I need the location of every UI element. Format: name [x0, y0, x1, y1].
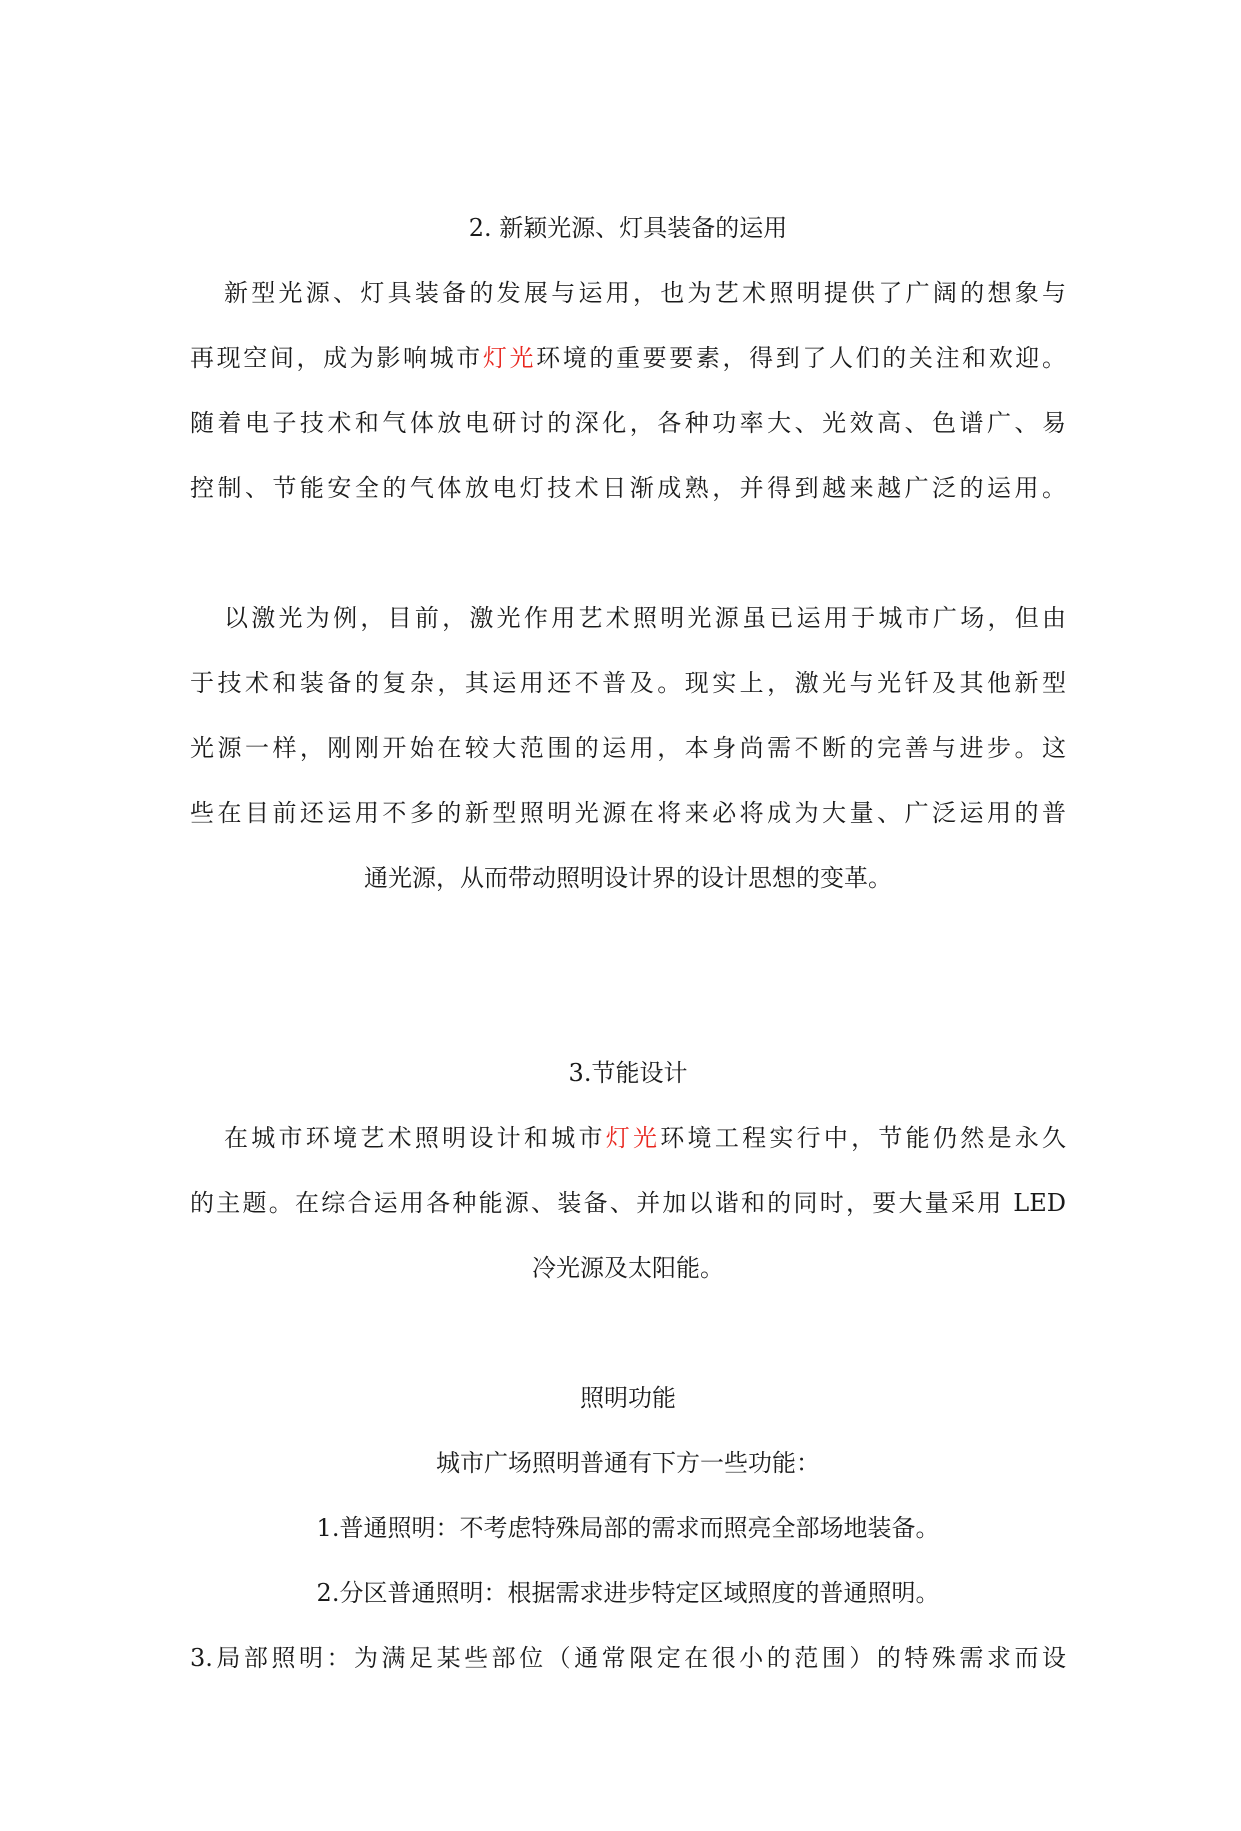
section-spacer [190, 1301, 1066, 1366]
section-2-heading: 2. 新颖光源、灯具装备的运用 [468, 214, 788, 242]
section-3-heading: 3.节能设计 [568, 1059, 688, 1087]
section-2-paragraph-2-line-2: 于技术和装备的复杂，其运用还不普及。现实上，激光与光钎及其他新型 [190, 669, 1066, 697]
section-2-paragraph-2-line-4: 些在目前还运用不多的新型照明光源在将来必将成为大量、广泛运用的普 [190, 799, 1066, 827]
lighting-function-item-2: 2.分区普通照明：根据需求进步特定区域照度的普通照明。 [316, 1579, 940, 1607]
lighting-functions-intro: 城市广场照明普通有下方一些功能： [436, 1449, 820, 1477]
section-spacer [190, 911, 1066, 1041]
lighting-function-item-1: 1.普通照明：不考虑特殊局部的需求而照亮全部场地装备。 [316, 1514, 940, 1542]
text-run: 再现空间，成为影响城市 [190, 344, 483, 372]
lighting-functions-heading: 照明功能 [580, 1384, 676, 1412]
text-run: 在城市环境艺术照明设计和城市 [224, 1124, 606, 1152]
text-run: 环境工程实行中，节能仍然是永久 [660, 1124, 1067, 1152]
paragraph-spacer [190, 521, 1066, 586]
highlighted-keyword: 灯光 [482, 344, 537, 372]
document-content [190, 196, 1066, 1691]
highlighted-keyword: 灯光 [605, 1124, 661, 1152]
lighting-function-item-3: 3.局部照明：为满足某些部位（通常限定在很小的范围）的特殊需求而设 [190, 1644, 1066, 1672]
section-2-paragraph-2-line-1: 以激光为例，目前，激光作用艺术照明光源虽已运用于城市广场，但由 [224, 604, 1066, 632]
section-3-paragraph-line-2: 的主题。在综合运用各种能源、装备、并加以谐和的同时，要大量采用 LED [190, 1189, 1066, 1217]
section-2-paragraph-1-line-2 [190, 326, 1066, 391]
section-2-paragraph-1-line-1: 新型光源、灯具装备的发展与运用，也为艺术照明提供了广阔的想象与 [224, 279, 1066, 307]
section-2-paragraph-1-line-3: 随着电子技术和气体放电研讨的深化，各种功率大、光效高、色谱广、易 [190, 409, 1066, 437]
section-2-paragraph-1-line-4: 控制、节能安全的气体放电灯技术日渐成熟，并得到越来越广泛的运用。 [190, 474, 1066, 502]
section-2-paragraph-2-line-3: 光源一样，刚刚开始在较大范围的运用，本身尚需不断的完善与进步。这 [190, 734, 1066, 762]
text-run: 环境的重要要素，得到了人们的关注和欢迎。 [536, 344, 1066, 372]
section-3-paragraph-line-3: 冷光源及太阳能。 [532, 1254, 724, 1282]
section-3-paragraph-line-1 [190, 1106, 1066, 1171]
section-2-paragraph-2-line-5: 通光源，从而带动照明设计界的设计思想的变革。 [364, 864, 892, 892]
